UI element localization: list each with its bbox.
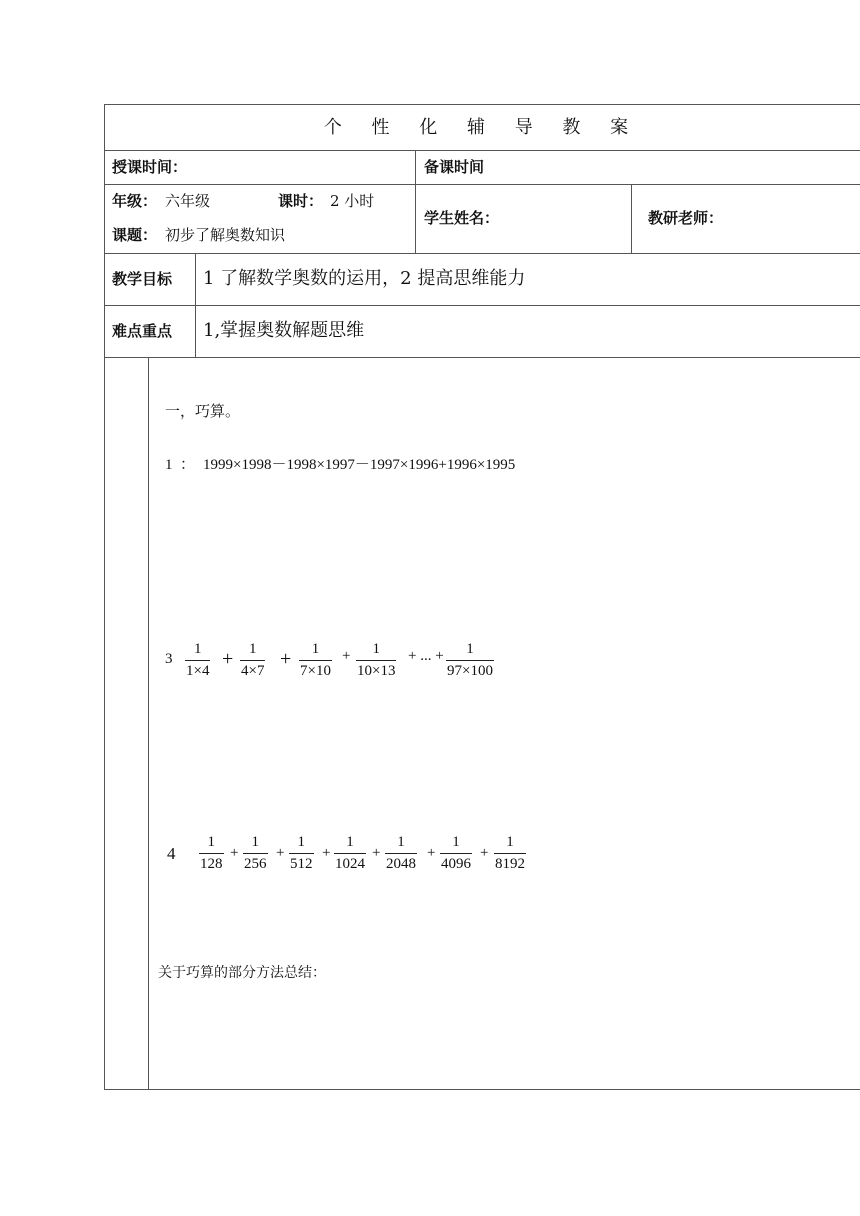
problem3-fraction-bar-4 xyxy=(356,660,396,661)
problem3-fraction-bar-5 xyxy=(446,660,494,661)
goals-text: 1 了解数学奥数的运用，2 提高思维能力 xyxy=(203,268,526,289)
table-border-bottom xyxy=(104,1089,860,1090)
problem4-denominator-1: 128 xyxy=(200,856,223,872)
problem3-fraction-bar-1 xyxy=(185,660,210,661)
table-divider-row1 xyxy=(415,150,416,254)
table-line-title xyxy=(104,150,860,151)
table-line-row1 xyxy=(104,184,860,185)
problem4-operator-6: + xyxy=(480,845,489,861)
grade-label: 年级： xyxy=(112,192,158,210)
problem4-fraction-bar-4 xyxy=(334,853,366,854)
table-divider-labels xyxy=(195,253,196,358)
topic-value: 初步了解奥数知识 xyxy=(165,226,286,244)
problem3-numerator-1: 1 xyxy=(193,641,202,657)
problem4-fraction-6 xyxy=(440,835,472,872)
table-line-goals xyxy=(104,305,860,306)
problem4-numerator-7: 1 xyxy=(506,834,514,850)
problem4-numerator-1: 1 xyxy=(207,834,215,850)
problem3-fraction-2 xyxy=(240,642,265,679)
problem1-expression: 1999×1998－1998×1997－1997×1996+1996×1995 xyxy=(203,457,516,473)
problem4-fraction-7 xyxy=(494,835,526,872)
problem3-fraction-5 xyxy=(446,642,494,679)
problem4-numerator-2: 1 xyxy=(251,834,259,850)
problem4-fraction-bar-2 xyxy=(243,853,268,854)
problem3-fraction-bar-2 xyxy=(240,660,265,661)
table-divider-row2 xyxy=(631,184,632,254)
topic-label: 课题： xyxy=(112,226,158,244)
problem4-fraction-3 xyxy=(289,835,314,872)
problem3-denominator-2: 4×7 xyxy=(241,663,265,679)
problem4-fraction-bar-7 xyxy=(494,853,526,854)
problem4-numerator-6: 1 xyxy=(452,834,460,850)
problem4-fraction-5 xyxy=(385,835,417,872)
problem3-number: 3 xyxy=(165,651,173,667)
problem3-numerator-5: 1 xyxy=(466,641,474,657)
problem4-numerator-3: 1 xyxy=(297,834,305,850)
problem3-fraction-bar-3 xyxy=(299,660,332,661)
problem3-fraction-1 xyxy=(185,642,210,679)
problem3-numerator-2: 1 xyxy=(248,641,257,657)
problem4-denominator-4: 1024 xyxy=(335,856,365,872)
problem4-fraction-bar-3 xyxy=(289,853,314,854)
problem4-operator-5: + xyxy=(427,845,436,861)
problem4-denominator-2: 256 xyxy=(244,856,267,872)
problem3-denominator-3: 7×10 xyxy=(300,663,331,679)
problem4-operator-3: + xyxy=(322,845,331,861)
table-line-row2 xyxy=(104,253,860,254)
problem3-operator-1: + xyxy=(222,648,234,670)
problem3-denominator-4: 10×13 xyxy=(357,663,396,679)
problem4-fraction-2 xyxy=(243,835,268,872)
problem3-operator-3: + xyxy=(342,648,351,664)
problem4-fraction-1 xyxy=(199,835,224,872)
problem4-number: 4 xyxy=(167,844,176,863)
section-title: 一，巧算。 xyxy=(165,402,241,420)
table-divider-content xyxy=(148,357,149,1090)
table-line-difficulty xyxy=(104,357,860,358)
difficulty-text: 1,掌握奥数解题思维 xyxy=(203,320,365,341)
problem1-number: 1 ： xyxy=(165,457,196,473)
problem3-denominator-1: 1×4 xyxy=(186,663,210,679)
problem4-denominator-6: 4096 xyxy=(441,856,471,872)
problem4-denominator-3: 512 xyxy=(290,856,313,872)
problem3-fraction-4 xyxy=(356,642,396,679)
problem4-operator-1: + xyxy=(230,845,239,861)
problem3-denominator-5: 97×100 xyxy=(447,663,493,679)
problem4-denominator-7: 8192 xyxy=(495,856,525,872)
problem4-denominator-5: 2048 xyxy=(386,856,416,872)
problem3-operator-2: + xyxy=(280,648,292,670)
problem3-numerator-4: 1 xyxy=(372,641,380,657)
hours-label: 课时： xyxy=(278,192,324,210)
problem3-numerator-3: 1 xyxy=(311,641,320,657)
prep-time-label: 备课时间 xyxy=(424,158,485,176)
teacher-label: 教研老师： xyxy=(648,209,724,227)
summary-label: 关于巧算的部分方法总结： xyxy=(158,965,326,981)
table-border-top xyxy=(104,104,860,105)
problem4-fraction-bar-5 xyxy=(385,853,417,854)
table-border-left xyxy=(104,104,105,1090)
problem3-operator-4: + ... + xyxy=(408,648,444,664)
grade-value: 六年级 xyxy=(165,192,211,210)
page-title: 个 性 化 辅 导 教 案 xyxy=(323,117,641,138)
problem4-numerator-4: 1 xyxy=(346,834,354,850)
hours-value: 2 小时 xyxy=(330,192,375,210)
problem4-fraction-bar-6 xyxy=(440,853,472,854)
difficulty-label: 难点重点 xyxy=(112,322,173,340)
problem4-numerator-5: 1 xyxy=(397,834,405,850)
problem4-fraction-4 xyxy=(334,835,366,872)
student-name-label: 学生姓名： xyxy=(424,209,500,227)
problem4-operator-4: + xyxy=(372,845,381,861)
problem4-fraction-bar-1 xyxy=(199,853,224,854)
problem4-operator-2: + xyxy=(276,845,285,861)
goals-label: 教学目标 xyxy=(112,270,173,288)
class-time-label: 授课时间： xyxy=(112,158,188,176)
problem3-fraction-3 xyxy=(299,642,332,679)
